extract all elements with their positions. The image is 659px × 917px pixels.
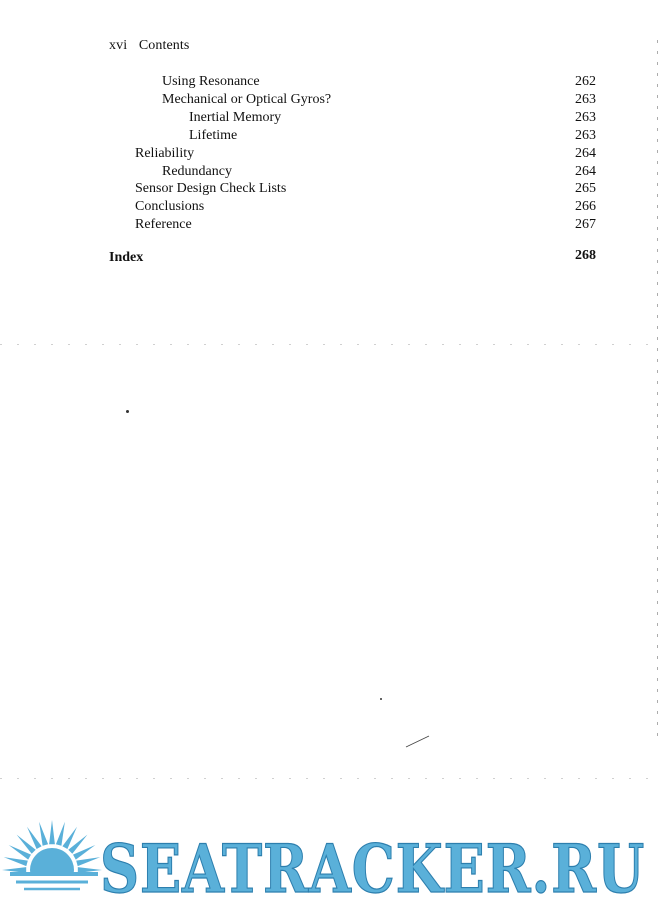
toc-entry: Lifetime [189, 128, 238, 143]
scan-noise-line [0, 778, 659, 779]
toc-page-number: 264 [575, 164, 596, 179]
watermark-text: SEATRACKER.RU [100, 830, 645, 908]
toc-page-number: 263 [575, 128, 596, 143]
toc-page-number: 263 [575, 92, 596, 107]
toc-page-number: 263 [575, 110, 596, 125]
running-head [109, 38, 189, 54]
toc-entry: Reliability [135, 146, 195, 161]
scan-speck [380, 698, 382, 700]
sun-ray [76, 857, 100, 866]
toc-page-number: 262 [575, 74, 596, 89]
scan-noise-line [0, 344, 659, 345]
toc-entry: Reference [135, 217, 192, 232]
index-entry: Index [109, 250, 144, 265]
running-head-title: Contents [138, 38, 190, 53]
toc-entry: Redundancy [162, 164, 232, 179]
toc-page-number: 266 [575, 199, 596, 214]
sun-icon [0, 820, 110, 917]
toc-entry: Mechanical or Optical Gyros? [162, 92, 332, 107]
toc-page-number: 267 [575, 217, 596, 232]
watermark-logo [0, 810, 659, 917]
scan-speck [126, 410, 129, 413]
toc-entry: Inertial Memory [189, 110, 282, 125]
sun-ray [56, 822, 65, 846]
toc-entry: Using Resonance [162, 74, 260, 89]
scan-scratch [405, 734, 431, 748]
scan-edge-noise [657, 40, 658, 740]
toc-page-number: 265 [575, 181, 596, 196]
page-folio: xvi [109, 38, 128, 53]
index-page-number: 268 [575, 248, 596, 263]
toc-entry: Sensor Design Check Lists [135, 181, 287, 196]
sun-ray [4, 857, 28, 866]
toc-entry: Conclusions [135, 199, 205, 214]
toc-page-number: 264 [575, 146, 596, 161]
sun-ray [49, 820, 55, 844]
sun-ray [39, 822, 48, 846]
